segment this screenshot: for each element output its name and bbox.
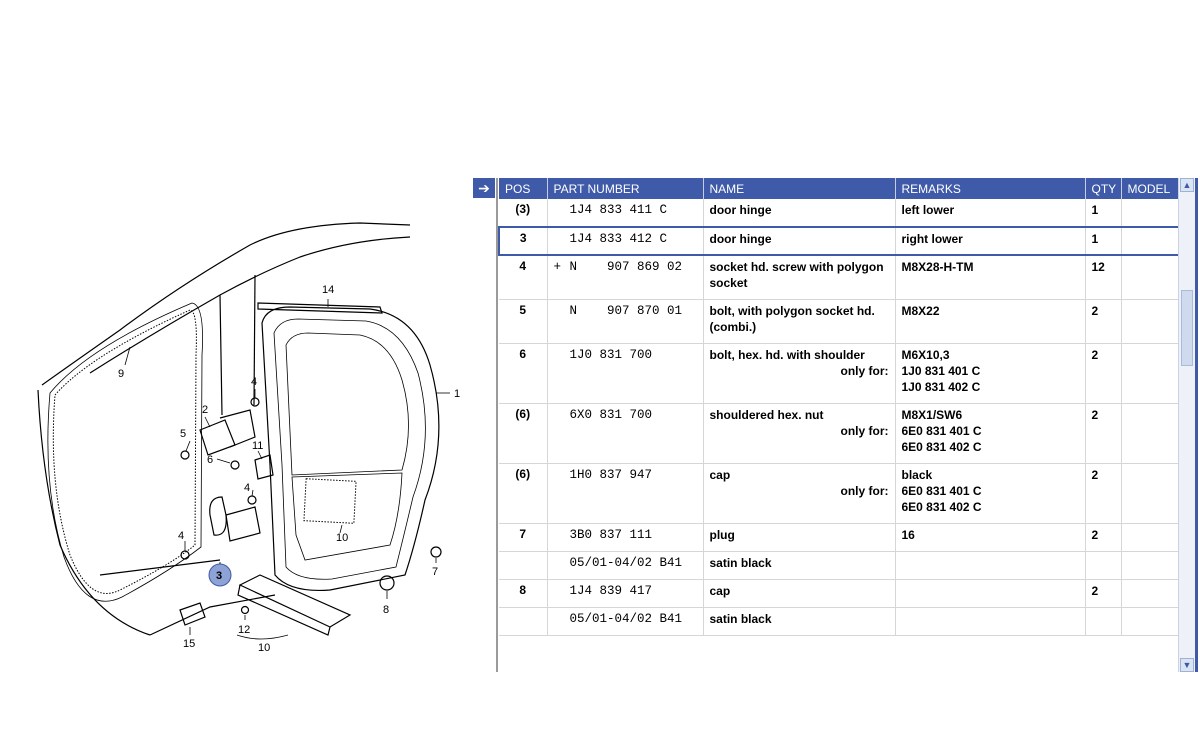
part-name: cap (709, 583, 731, 598)
cell-part-number (547, 199, 703, 227)
parts-table (498, 178, 1178, 636)
cell-pos: 6 (499, 343, 547, 403)
part-name: cap (709, 467, 731, 482)
table-row[interactable] (499, 523, 1178, 551)
cell-name (703, 551, 895, 579)
column-header-qty[interactable]: QTY (1085, 178, 1121, 199)
remark-line: 6E0 831 401 C (901, 483, 982, 498)
remark-line: 1J0 831 401 C (901, 363, 981, 378)
cell-remarks (895, 299, 1085, 343)
cell-qty (1085, 551, 1121, 579)
remark-line: black (901, 467, 933, 482)
cell-remarks (895, 403, 1085, 463)
only-for-label: only for: (840, 423, 889, 438)
callout-8: 8 (383, 604, 390, 616)
cell-qty: 1 (1085, 199, 1121, 227)
callout-4-upper: 4 (251, 376, 258, 388)
cell-model (1121, 227, 1178, 255)
scrollbar-thumb[interactable] (1181, 290, 1193, 366)
table-row[interactable] (499, 299, 1178, 343)
column-header-part-number[interactable]: PART NUMBER (547, 178, 703, 199)
cell-pos (499, 607, 547, 635)
column-header-model[interactable]: MODEL (1121, 178, 1178, 199)
cell-remarks (895, 463, 1085, 523)
part-name: plug (709, 527, 735, 542)
table-row[interactable] (499, 607, 1178, 635)
cell-name (703, 299, 895, 343)
cell-pos: (6) (499, 463, 547, 523)
scroll-down-arrow-icon[interactable]: ▼ (1180, 658, 1194, 672)
cell-pos: 7 (499, 523, 547, 551)
callout-14: 15 (183, 638, 196, 650)
cell-qty: 2 (1085, 299, 1121, 343)
cell-part-number (547, 523, 703, 551)
cell-remarks (895, 227, 1085, 255)
part-number-text: 3B0 837 111 (569, 527, 653, 542)
table-row[interactable] (499, 199, 1178, 227)
remark-line: M8X28-H-TM (901, 260, 974, 274)
table-row[interactable] (499, 403, 1178, 463)
cell-pos: 3 (499, 227, 547, 255)
part-name: satin black (709, 555, 772, 570)
remark-line: left lower (901, 203, 955, 217)
part-number-text: 1J4 833 412 C (569, 232, 668, 246)
table-row[interactable] (499, 463, 1178, 523)
cell-name (703, 403, 895, 463)
cell-remarks (895, 551, 1085, 579)
part-number-text: 05/01-04/02 B41 (569, 611, 683, 626)
cell-qty: 2 (1085, 343, 1121, 403)
cell-part-number (547, 463, 703, 523)
parts-table-container (496, 178, 1178, 672)
cell-remarks (895, 579, 1085, 607)
scroll-up-arrow-icon[interactable]: ▲ (1180, 178, 1194, 192)
table-row[interactable] (499, 579, 1178, 607)
remark-line: right lower (901, 232, 963, 246)
cell-part-number (547, 255, 703, 299)
table-row[interactable] (499, 255, 1178, 299)
callout-4-middle: 4 (244, 482, 251, 494)
cell-part-number (547, 299, 703, 343)
cell-model (1121, 607, 1178, 635)
cell-pos (499, 551, 547, 579)
cell-part-number (547, 343, 703, 403)
cell-qty: 2 (1085, 579, 1121, 607)
part-name: door hinge (709, 232, 772, 246)
remark-line: 6E0 831 402 C (901, 499, 982, 514)
cell-model (1121, 463, 1178, 523)
cell-name (703, 579, 895, 607)
part-number-text: 1J4 839 417 (569, 583, 653, 598)
callout-13: 11 (252, 440, 264, 452)
cell-qty: 2 (1085, 523, 1121, 551)
remark-line: M6X10,3 (901, 347, 950, 362)
cell-qty: 2 (1085, 403, 1121, 463)
cell-qty: 1 (1085, 227, 1121, 255)
part-number-text: 1J4 833 411 C (569, 203, 668, 217)
part-number-text: N 907 870 01 (569, 303, 683, 318)
part-number-text: 1H0 837 947 (569, 467, 653, 482)
cell-qty: 2 (1085, 463, 1121, 523)
remark-line: 6E0 831 402 C (901, 439, 982, 454)
cell-name (703, 463, 895, 523)
cell-remarks (895, 523, 1085, 551)
callout-2: 2 (202, 404, 209, 416)
cell-name (703, 255, 895, 299)
cell-name (703, 227, 895, 255)
callout-11: 9 (118, 368, 125, 380)
callout-6: 6 (207, 454, 214, 466)
table-row[interactable] (499, 343, 1178, 403)
table-row[interactable] (499, 227, 1178, 255)
part-number-text: 1J0 831 700 (569, 347, 653, 362)
cell-name (703, 523, 895, 551)
cell-model (1121, 255, 1178, 299)
expand-arrows-icon[interactable]: ➔ (473, 178, 495, 198)
part-name: shouldered hex. nut (709, 407, 824, 422)
cell-model (1121, 343, 1178, 403)
callout-7: 7 (432, 566, 439, 578)
cell-pos: 8 (499, 579, 547, 607)
cell-part-number (547, 551, 703, 579)
callout-1: 1 (454, 388, 461, 400)
column-header-pos[interactable]: POS (499, 178, 547, 199)
remark-line: 6E0 831 401 C (901, 423, 982, 438)
cell-remarks (895, 343, 1085, 403)
cell-model (1121, 523, 1178, 551)
column-header-remarks[interactable]: REMARKS (895, 178, 1085, 199)
callout-15: 14 (322, 284, 335, 296)
cell-remarks (895, 255, 1085, 299)
cell-pos: 4 (499, 255, 547, 299)
cell-part-number (547, 579, 703, 607)
remark-line: M8X22 (901, 303, 940, 318)
cell-name (703, 607, 895, 635)
table-header-row (499, 178, 1178, 199)
part-number-text: N 907 869 02 (569, 260, 683, 274)
cell-model (1121, 403, 1178, 463)
callout-5: 5 (180, 428, 187, 440)
cell-pos: (3) (499, 199, 547, 227)
table-row[interactable] (499, 551, 1178, 579)
part-name: bolt, hex. hd. with shoulder (709, 347, 865, 362)
cell-remarks (895, 199, 1085, 227)
cell-pos: (6) (499, 403, 547, 463)
part-number-text: 05/01-04/02 B41 (569, 555, 683, 570)
cell-model (1121, 299, 1178, 343)
callout-12: 10 (336, 532, 349, 544)
part-name: socket hd. screw with polygon socket (709, 260, 884, 290)
cell-qty: 12 (1085, 255, 1121, 299)
cell-name (703, 199, 895, 227)
cell-qty (1085, 607, 1121, 635)
only-for-label: only for: (840, 363, 889, 378)
cell-name (703, 343, 895, 403)
part-name: satin black (709, 611, 772, 626)
part-number-text: 6X0 831 700 (569, 407, 653, 422)
part-name: door hinge (709, 203, 772, 217)
vertical-scrollbar[interactable] (1178, 178, 1195, 672)
remark-line: 1J0 831 402 C (901, 379, 981, 394)
cell-part-number (547, 227, 703, 255)
cell-model (1121, 199, 1178, 227)
panel-edge (1195, 178, 1198, 672)
cell-remarks (895, 607, 1085, 635)
parts-diagram (30, 215, 470, 665)
remark-line: M8X1/SW6 (901, 407, 963, 422)
column-header-name[interactable]: NAME (703, 178, 895, 199)
callout-3: 3 (216, 570, 223, 582)
cell-part-number (547, 403, 703, 463)
part-name: bolt, with polygon socket hd. (combi.) (709, 303, 875, 334)
cell-part-number (547, 607, 703, 635)
callout-9: 10 (258, 642, 271, 654)
cell-model (1121, 579, 1178, 607)
parts-list-panel (472, 178, 1196, 672)
cell-pos: 5 (499, 299, 547, 343)
callout-4-lower: 4 (178, 530, 185, 542)
only-for-label: only for: (840, 483, 889, 498)
cell-model (1121, 551, 1178, 579)
part-prefix: + (553, 260, 562, 274)
remark-line: 16 (901, 527, 915, 542)
callout-10: 12 (238, 624, 251, 636)
